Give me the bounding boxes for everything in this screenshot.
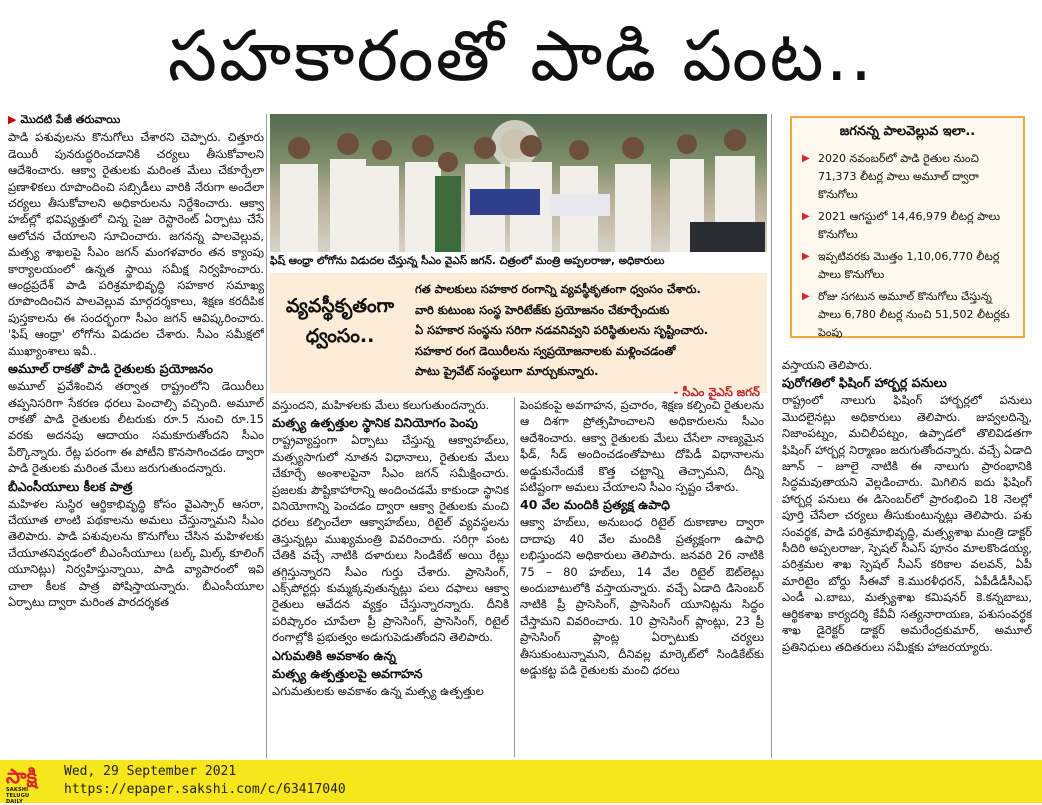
logo-subtext: SAKSHI TELUGU DAILY bbox=[6, 787, 30, 805]
col1-paragraph-1: పాడి పశువులను కొనుగోలు చేశారని చెప్పారు. చిత్తూరు డెయిరీ పునరుద్ధరించడానికి చర్యలు తీసుకోవాలని ఆదేశించారు. ఆక్వా రైతులకు మరింత మేలు చేకూర్చేలా ప్రణాళికలు రూపొందించి సబ్సిడీలు వారికి నేరుగా అందేలా చర్యలు తీసుకోవాలని అధికారులను నిర్దేశించారు. ఆక్వా హబ్‌ల్లో భవిష్యత్తులో చిన్న సైజు రెస్టారెంట్ ఏర్పాటు చేసే ఆలోచన చేయాలని సూచించారు. జగనన్న పాలవెల్లువ, మత్స్య శాఖలపై సీఎం జగన్ మంగళవారం తన క్యాంపు కార్యాలయంలో ఉన్నత స్థాయి సమీక్ష నిర్వహించారు. ఆంధ్రప్రదేశ్ పాడి పరిశ్రమాభివృద్ధి సహకార సమాఖ్య రూపొందించిన పాలవెల్లువ మార్గదర్శకాలు, శిక్షణ కరదీపిక పుస్తకాలను ఈ సందర్భంగా సీఎం జగన్ ఆవిష్కరించారు. 'ఫిష్ ఆంధ్రా' లోగోను విడుదల చేశారు. సీఎం సమీక్షలో ముఖ్యాంశాలు ఇవీ.. bbox=[8, 130, 264, 358]
quote-line: గత పాలకులు సహకార రంగాన్ని వ్యవస్థీకృతంగా ధ్వంసం చేశారు. bbox=[415, 282, 701, 296]
col1-subheading-1: అమూల్ రాకతో పాడి రైతులకు ప్రయోజనం bbox=[8, 361, 213, 377]
col3-subheading-1: 40 వేల మందికి ప్రత్యక్ష ఉపాధి bbox=[520, 497, 670, 513]
quote-signature: - సీఎం వైఎస్ జగన్ bbox=[673, 384, 760, 399]
stats-item bbox=[802, 150, 1013, 204]
col1-subheading-2: బీఎంసీయూలు కీలక పాత్ర bbox=[8, 478, 133, 494]
column-divider bbox=[771, 114, 772, 758]
col1-paragraph-2: అమూల్ ప్రవేశించిన తర్వాత రాష్ట్రంలోని డెయిరీలు తప్పనిసరిగా సేకరణ ధరలు పెంచాల్సి వచ్చింది. అమూల్ రాకతో పాడి రైతులకు లీటరుకు రూ.5 నుంచి రూ.15 వరకు అదనపు ఆదాయం సమకూరుతోందని సీఎం పేర్కొన్నారు. రేట్ల పరంగా ఈ పోటీని కొనసాగించడం ద్వారా పాడి రైతులకు మరింత మేలు జరుగుతుందన్నారు. bbox=[8, 379, 264, 476]
arrow-bullet-icon: ▶ bbox=[802, 291, 810, 302]
stats-item bbox=[802, 208, 1013, 244]
arrow-bullet-icon: ▶ bbox=[802, 251, 810, 262]
photo-illustration bbox=[270, 114, 767, 252]
col4-paragraph-2: రాష్ట్రంలో నాలుగు ఫిషింగ్ హార్బర్లలో పనులు మొదలైనట్లు అధికారులు తెలిపారు. జువ్వలదిన్నె, నిజాంపట్నం, మచిలీపట్నం, ఉప్పాడలో తొలివిడతగా ఫిషింగ్ హార్బర్ల నిర్మాణం జరుగుతోందన్నారు. వచ్చే ఏడాది జూన్ – జూలై నాటికి ఈ నాలుగు ప్రారంభానికి సిద్ధమవుతాయని వెల్లడించారు. మిగిలిన ఐదు ఫిషింగ్ హార్బర్ల పనులు ఈ డిసెంబర్‌లో ప్రారంభించి 18 నెలల్లో పూర్తి చేసేలా చర్యలు తీసుకుంటున్నట్లు తెలిపారు. పశు సంవర్థక, పాడి పరిశ్రమాభివృద్ధి, మత్స్యశాఖ మంత్రి డాక్టర్ సీదిరి అప్పలరాజు, స్పెషల్ సీఎస్ పూనం మాలకొండయ్య, పరిశ్రమల శాఖ స్పెషల్ సీఎస్ కరికాల వలవన్, ఏపీ మారిటైం బోర్డు సీఈవో కె.మురళీధరన్, ఏపీడీడీసీఎఫ్ ఎండీ ఎ.బాబు, మత్స్యశాఖ కమిషనర్ కె.కన్నబాబు, ఆర్థికశాఖ కార్యదర్శి కేవీవీ సత్యనారాయణ, పశుసంవర్థక శాఖ డైరెక్టర్ డాక్టర్ అమరేంద్రకుమార్, అమూల్ ప్రతినిధులు తదితరులు సమీక్షకు హాజరయ్యారు. bbox=[782, 393, 1032, 654]
photo-caption: ఫిష్ ఆంధ్రా లోగోను విడుదల చేస్తున్న సీఎం వైఎస్ జగన్. చిత్రంలో మంత్రి అప్పలరాజు, అధికారులు bbox=[270, 255, 665, 267]
quote-line: పాటు ప్రైవేట్ సంస్థలుగా మార్చుకున్నారు. bbox=[415, 364, 599, 378]
stats-item-text: రోజు సగటున అమూల్ కొనుగోలు చేస్తున్న పాలు 6,780 లీటర్ల నుంచి 51,502 లీటర్లకు పెంపు bbox=[818, 290, 1010, 339]
headline: సహకారంతో పాడి పంట.. bbox=[167, 15, 875, 97]
column-divider bbox=[266, 114, 267, 758]
stats-item bbox=[802, 288, 1013, 342]
col4-paragraph-1: వస్తాయని తెలిపారు. bbox=[782, 358, 873, 372]
col2-paragraph-2: రాష్ట్రవ్యాప్తంగా ఏర్పాటు చేస్తున్న ఆక్వాహబ్‌లు, మత్స్యసాగులో నూతన విధానాలు, రైతులకు మేలు చేకూర్చే అంశాలపైనా సీఎం జగన్ సమీక్షించారు. ప్రజలకు పౌష్టికాహారాన్ని అందించడమే కాకుండా స్థానిక వినియోగాన్ని పెంచడం ద్వారా ఆక్వా రైతులకు మంచి ధరలు కల్పించేలా ఆక్వాహబ్‌లు, రిటైల్ వ్యవస్థలను తెస్తున్నట్లు ముఖ్యమంత్రి వివరించారు. సరిగ్గా పంట చేతికి వచ్చే నాటికి దళారులు సిండికేట్ అయి రేట్లు తగ్గిస్తున్నారని సీఎం గుర్తు చేశారు. ప్రాసెసింగ్, ఎక్స్‌పోర్టర్లు కుమ్మక్కవుతున్నట్లు పలు దఫాలు ఆక్వా రైతులు ఆవేదన వ్యక్తం చేస్తున్నారన్నారు. దీనికి పరిష్కారం చూపేలా ప్రీ ప్రాసెసింగ్, ప్రాసెసింగ్, రిటైల్ రంగాల్లోకి ప్రభుత్వం అడుగుపెడుతోందని తెలిపారు. bbox=[272, 433, 509, 645]
col2-paragraph-3: ఎగుమతులకు అవకాశం ఉన్న మత్స్య ఉత్పత్తుల bbox=[272, 683, 484, 698]
quote-box bbox=[270, 273, 767, 399]
edition-date: Wed, 29 September 2021 bbox=[64, 764, 237, 779]
col3-paragraph-1: పెంపకంపై అవగాహన, ప్రచారం, శిక్షణ కల్పించి రైతులను ఆ దిశగా ప్రోత్సహించాలని అధికారులను సీఎం ఆదేశించారు. ఆక్వా రైతులకు మేలు చేసేలా నాణ్యమైన ఫీడ్, సీడ్ అందించడంతోపాటు దోపిడీ విధానాలను అడ్డుకునేందుకే కొత్త చట్టాన్ని తెచ్చామని, దీన్ని పటిష్టంగా అమలు చేయాలని సీఎం స్పష్టం చేశారు. bbox=[520, 398, 764, 495]
stats-item-text: ఇప్పటివరకు మొత్తం 1,10,06,770 లీటర్ల పాలు కొనుగోలు bbox=[818, 250, 1000, 281]
stats-box-title: జగనన్న పాలవెల్లువ ఇలా.. bbox=[839, 124, 976, 139]
stats-list bbox=[802, 150, 1013, 342]
article-column-1 bbox=[8, 112, 264, 760]
news-photo bbox=[270, 114, 767, 252]
col4-subheading-1: పురోగతిలో ఫిషింగ్ హార్బర్ల పనులు bbox=[782, 375, 947, 391]
quote-line: ఏ సహకార సంస్థను సరిగా నడవనివ్వని పరిస్థితులను సృష్టించారు. bbox=[415, 323, 709, 337]
arrow-bullet-icon: ▶ bbox=[802, 153, 810, 164]
article-column-3 bbox=[520, 397, 764, 759]
col3-paragraph-2: ఆక్వా హబ్‌లు, అనుబంధ రిటైల్ దుకాణాల ద్వారా దాదాపు 40 వేల మందికి ప్రత్యక్షంగా ఉపాధి లభిస్తుందని అధికారులు తెలిపారు. జనవరి 26 నాటికి 75 – 80 హబ్‌లు, 14 వేల రిటైల్ ఔట్‌లెట్లు అందుబాటులోకి వస్తాయన్నారు. వచ్చే ఏడాది డిసెంబర్ నాటికి ప్రీ ప్రాసెసింగ్, ప్రాసెసింగ్ యూనిట్లను సిద్ధం చేస్తామని వివరించారు. 10 ప్రాసెసింగ్ ప్లాంట్లు, 23 ప్రీ ప్రాసెసింగ్ ప్లాంట్ల ఏర్పాటుకు చర్యలు తీసుకుంటున్నామని, దీనివల్ల మార్కెట్‌లో సిండికేట్‌కు అడ్డుకట్ట పడి రైతులకు మంచి ధరలు bbox=[520, 515, 764, 678]
quote-heading bbox=[280, 291, 400, 351]
continuation-tag bbox=[8, 112, 264, 128]
col2-paragraph-1: వస్తుందని, మహిళలకు మేలు కలుగుతుందన్నారు. bbox=[272, 398, 490, 412]
sakshi-logo bbox=[6, 764, 44, 805]
col2-subheading-2: ఎగుమతికి అవకాశం ఉన్న bbox=[272, 647, 397, 663]
continuation-tag-text: మొదటి పేజీ తరువాయి bbox=[20, 113, 121, 126]
epaper-link[interactable]: https://epaper.sakshi.com/c/63417040 bbox=[64, 782, 346, 797]
footer-bar bbox=[0, 760, 1042, 803]
quote-line: వారి కుటుంబ సంస్థ హెరిటేజ్‌కు ప్రయోజనం చేకూర్చేందుకు bbox=[415, 302, 670, 317]
quote-heading-line-2: ధ్వంసం.. bbox=[305, 325, 375, 347]
arrow-bullet-icon: ▶ bbox=[802, 211, 810, 222]
col1-paragraph-3: మహిళల సుస్థిర ఆర్థికాభివృద్ధి కోసం వైఎస్సార్ ఆసరా, చేయూత లాంటి పథకాలను అమలు చేస్తున్నామని సీఎం తెలిపారు. పాడి పశువులను కొనుగోలు చేసిన మహిళలకు చేయూతనివ్వడంలో బీఎంసీయూలు (బల్క్ మిల్క్ కూలింగ్ యూనిట్లు) నిర్వహిస్తున్నాయి, పాడి వ్యాపారంలో ఇవి చాలా కీలక పాత్ర పోషిస్తాయన్నారు. బీఎంసీయూల ఏర్పాటు ద్వారా మరింత పారదర్శకత bbox=[8, 496, 264, 609]
stats-item-text: 2020 నవంబర్‌లో పాడి రైతుల నుంచి 71,373 లీటర్ల పాలు అమూల్ ద్వారా కొనుగోలు bbox=[818, 152, 979, 201]
quote-heading-line-1: వ్యవస్థీకృతంగా bbox=[285, 295, 395, 317]
logo-text: సాక్షి bbox=[6, 764, 38, 788]
stats-box bbox=[790, 116, 1025, 338]
quote-text bbox=[415, 279, 760, 402]
stats-item bbox=[802, 248, 1013, 284]
col2-subheading-1: మత్స్య ఉత్పత్తుల స్థానిక వినియోగం పెంపు bbox=[272, 415, 478, 431]
article-column-4 bbox=[782, 357, 1032, 759]
article-column-2 bbox=[272, 397, 509, 759]
triangle-icon: ▶ bbox=[8, 113, 17, 126]
col2-subheading-3: మత్స్య ఉత్పత్తులపై అవగాహన bbox=[272, 665, 423, 681]
quote-line: సహకార రంగ డెయిరీలను స్వప్రయోజనాలకు మళ్లించడంతో bbox=[415, 343, 676, 358]
stats-item-text: 2021 ఆగస్టులో 14,46,979 లీటర్ల పాలు కొనుగోలు bbox=[818, 210, 1001, 241]
column-divider bbox=[514, 397, 515, 757]
